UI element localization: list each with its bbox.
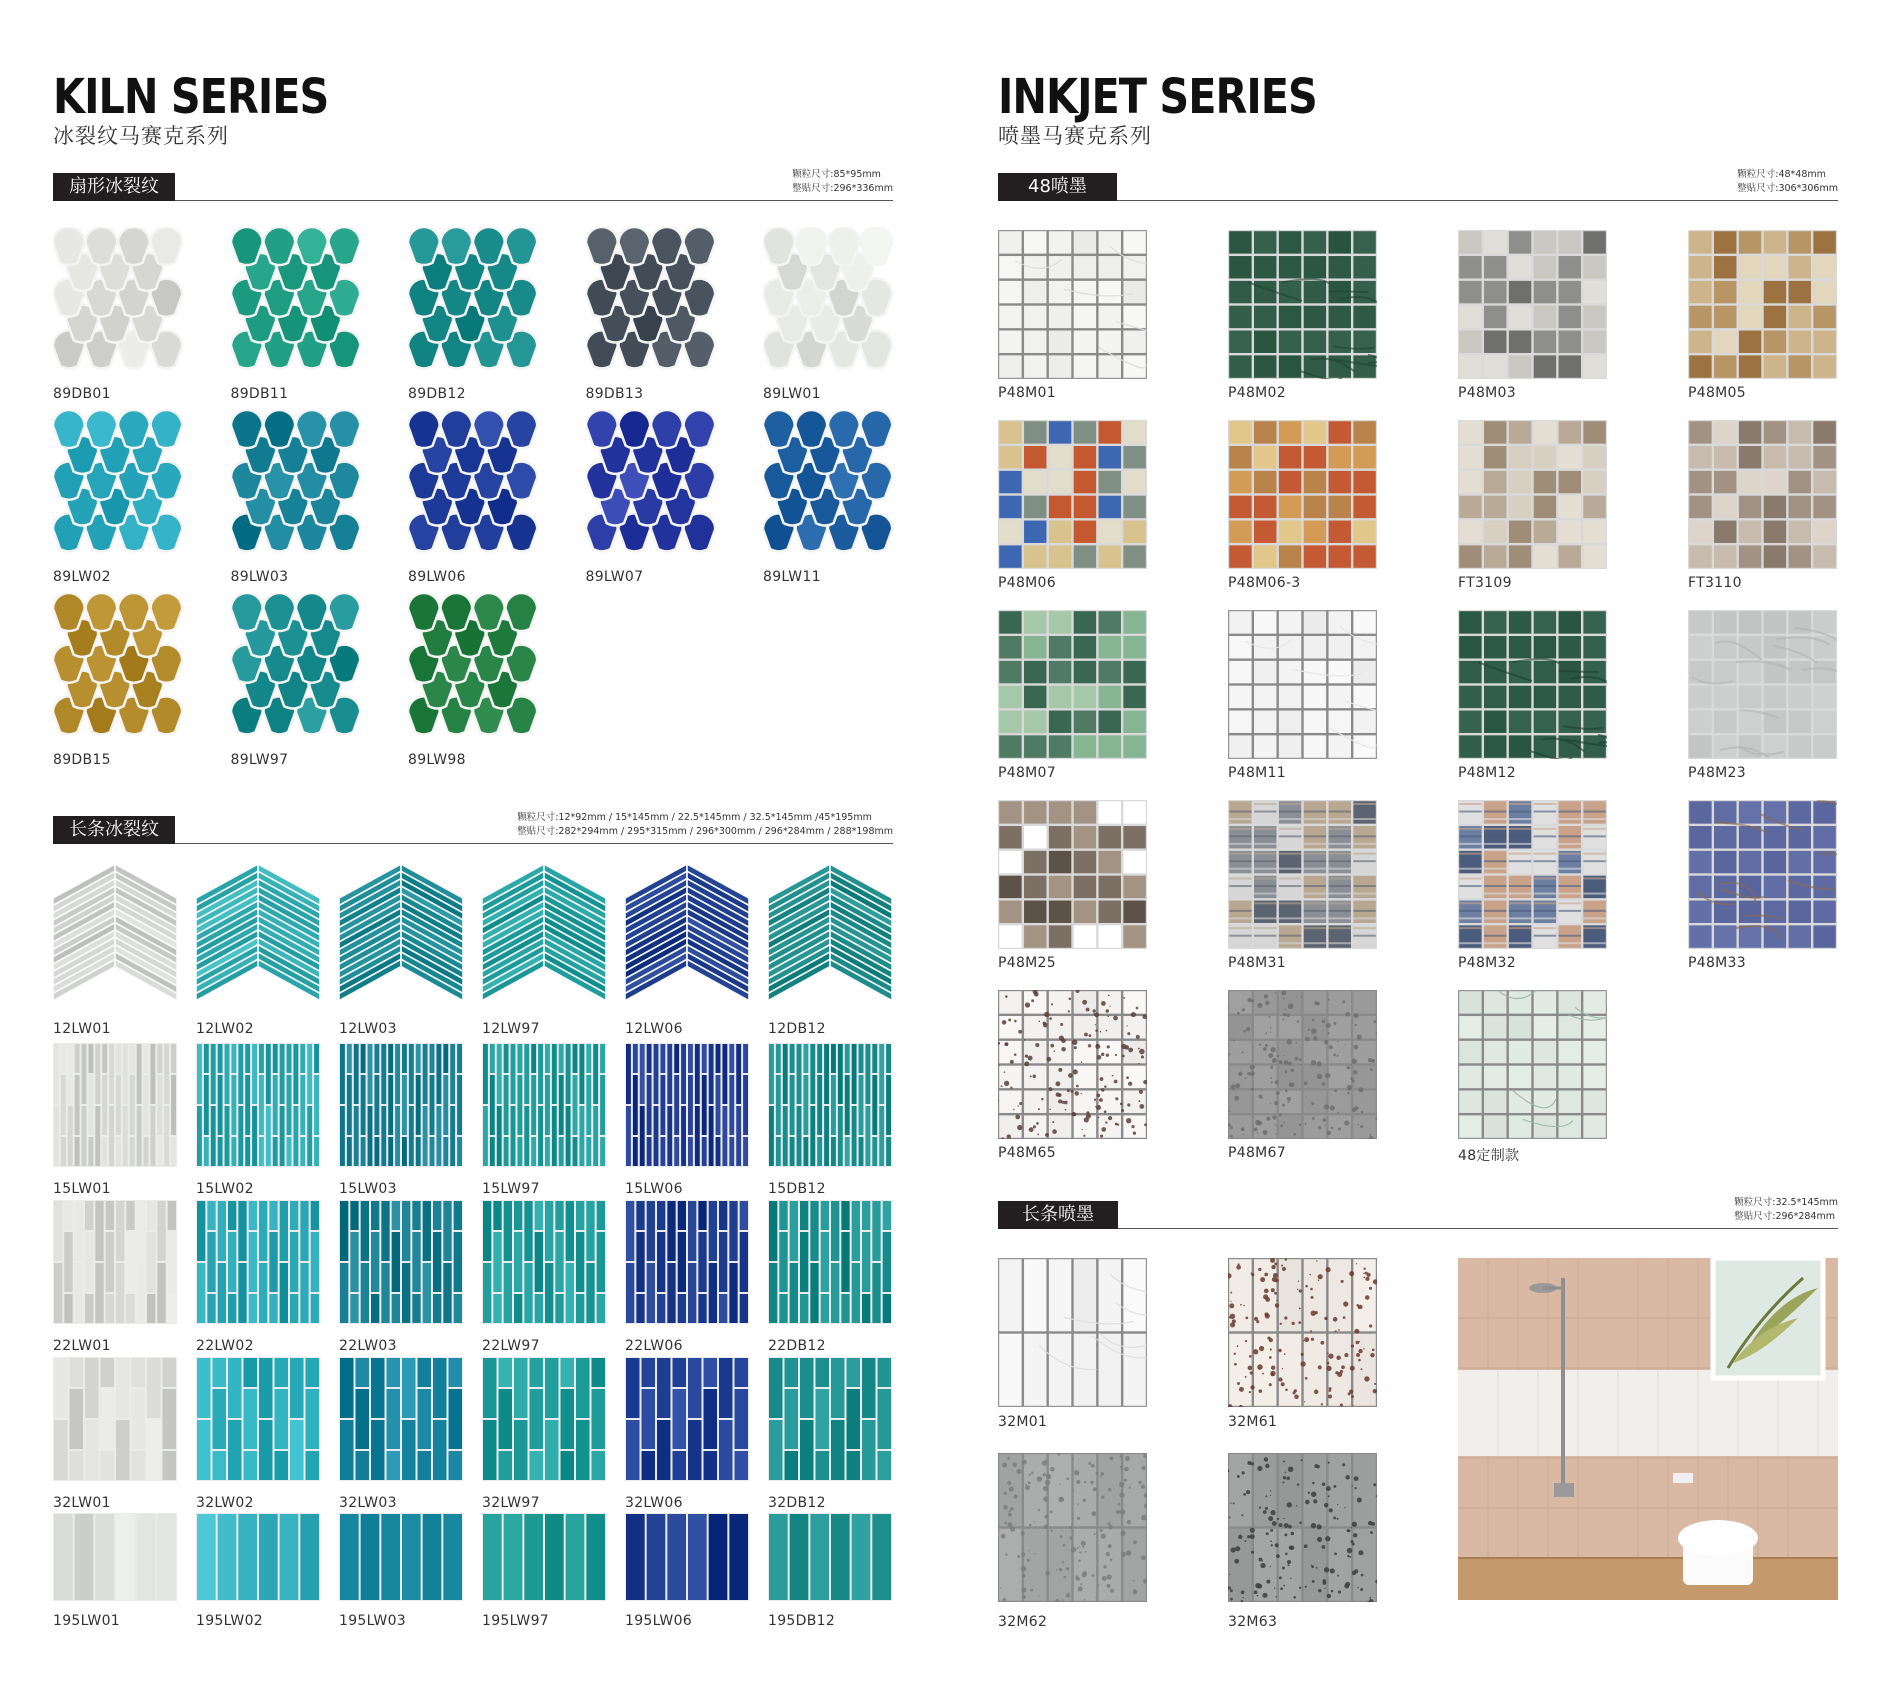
tile-code: 15LW03 [339,1181,397,1197]
strip-tile [53,1200,177,1324]
strip-tile-image [768,1357,892,1481]
strip-tile [339,1043,463,1167]
tile-code: 89LW01 [763,386,821,402]
tile-code: P48M33 [1688,955,1746,971]
tile-code: 32LW02 [196,1495,254,1511]
fan-spec-line: 整贴尺寸:296*336mm [792,183,893,194]
tile-code: 195LW03 [339,1613,406,1629]
inkjet-square-tile-image [1688,610,1837,759]
inkjet-square-tile [1688,800,1837,949]
strip-tile [768,1200,892,1324]
strip-tile [625,1357,749,1481]
tile-code: P48M05 [1688,385,1746,401]
strip-tile-image [196,1043,320,1167]
tile-code: 195LW01 [53,1613,120,1629]
inkjet-square-tile [998,230,1147,379]
inkjet-square-tile-image [998,230,1147,379]
tile-code: 15LW97 [482,1181,540,1197]
strip-tile [768,1513,892,1601]
strip-tile-image [339,1357,463,1481]
strip-tile [625,1043,749,1167]
fan-tile-image [408,227,538,372]
strip-tile-image [53,1043,177,1167]
tile-code: 32LW03 [339,1495,397,1511]
inkjet-square-tile-image [1228,230,1377,379]
strip-tile [196,1043,320,1167]
fan-section-label: 扇形冰裂纹 [53,173,175,201]
strip-tile [339,1357,463,1481]
strip-spec-line: 颗粒尺寸:12*92mm / 15*145mm / 22.5*145mm / 32.5*145mm /45*195mm [517,812,872,823]
strip-tile-image [53,1513,177,1601]
fan-tile [231,593,361,738]
inkjet-series-subtitle: 喷墨马赛克系列 [998,124,1152,148]
fan-tile-image [586,227,716,372]
strip-tile [482,864,606,1010]
tile-code: P48M25 [998,955,1056,971]
fan-spec-line: 颗粒尺寸:85*95mm [792,169,881,180]
strip-tile-image [768,1200,892,1324]
strip-tile-image [625,1200,749,1324]
strip-tile-image [625,864,749,1010]
inkjet-long-tile-image [998,1453,1147,1602]
tile-code: 32LW01 [53,1495,111,1511]
strip-tile-image [53,864,177,1010]
tile-code: 32LW97 [482,1495,540,1511]
tile-code: P48M03 [1458,385,1516,401]
tile-code: 195LW06 [625,1613,692,1629]
tile-code: 89LW03 [230,569,289,585]
tile-code: P48M07 [998,765,1056,781]
tile-code: 22LW97 [482,1338,540,1354]
strip-tile-image [339,1513,463,1601]
tile-code: 89DB11 [230,386,289,402]
inkjet-square-tile [1228,800,1377,949]
strip-tile [53,864,177,1010]
strip-tile-image [625,1043,749,1167]
inkjet-square-tile [1688,610,1837,759]
tile-code: 12LW03 [339,1021,397,1037]
fan-tile-image [586,410,716,555]
tile-code: P48M67 [1228,1145,1286,1161]
strip-tile-image [768,864,892,1010]
tile-code: 15LW06 [625,1181,683,1197]
strip-tile-image [768,1043,892,1167]
inkjet-long-tile-image [998,1258,1147,1407]
fan-tile-image [763,227,893,372]
tile-code: P48M23 [1688,765,1746,781]
inkjet-square-tile [1228,610,1377,759]
inkjet-square-tile-image [1688,800,1837,949]
strip-tile-image [482,1043,606,1167]
strip-tile [196,1513,320,1601]
tile-code: 89LW97 [230,752,289,768]
fan-tile-image [408,593,538,738]
tile-code: 48定制款 [1458,1148,1520,1164]
tile-code: 32M61 [1228,1414,1278,1430]
fan-tile-image [53,227,183,372]
strip-section-label: 长条冰裂纹 [53,816,175,844]
inkjet-square-tile-image [1458,990,1607,1139]
inkjet-series-title: INKJET SERIES [998,67,1317,125]
fan-tile [408,410,538,555]
inkjet-square-tile [1228,420,1377,569]
tile-code: 22LW06 [625,1338,683,1354]
strip-spec-line: 整贴尺寸:282*294mm / 295*315mm / 296*300mm / 296*284mm / 288*198mm [517,826,893,837]
tile-code: P48M11 [1228,765,1286,781]
inkjet-square-tile-image [1458,610,1607,759]
strip-tile-image [482,1357,606,1481]
fan-tile [586,410,716,555]
tile-code: P48M65 [998,1145,1056,1161]
inkjet-square-tile [1458,610,1607,759]
square-spec [1737,168,1838,196]
strip-tile [196,864,320,1010]
tile-code: 89LW06 [408,569,466,585]
tile-code: 12LW97 [482,1021,540,1037]
inkjet-square-tile-image [1228,800,1377,949]
tile-code: 15LW01 [53,1181,111,1197]
tile-code: FT3110 [1688,575,1742,591]
inkjet-long-tile-image [1228,1258,1377,1407]
tile-code: P48M32 [1458,955,1516,971]
strip-tile [482,1200,606,1324]
tile-code: 22LW01 [53,1338,111,1354]
tile-code: 32LW06 [625,1495,683,1511]
tile-code: P48M31 [1228,955,1286,971]
strip-tile [482,1513,606,1601]
strip-tile-image [196,1513,320,1601]
strip-tile-image [482,1200,606,1324]
inkjet-square-tile [1688,230,1837,379]
inkjet-square-tile [1458,800,1607,949]
inkjet-square-tile-image [1228,420,1377,569]
inkjet-square-tile [1458,990,1607,1139]
fan-tile [763,227,893,372]
tile-code: 89LW11 [763,569,821,585]
long-spec-line: 颗粒尺寸:32.5*145mm [1734,1197,1838,1208]
fan-tile-image [53,410,183,555]
strip-tile [768,864,892,1010]
tile-code: 89DB15 [53,752,111,768]
strip-tile [53,1043,177,1167]
kiln-series-title: KILN SERIES [53,67,329,125]
strip-tile [768,1357,892,1481]
tile-code: 15DB12 [768,1181,826,1197]
strip-tile-image [482,1513,606,1601]
fan-tile [53,410,183,555]
bathroom-photo [1458,1258,1838,1600]
fan-tile [763,410,893,555]
strip-tile [53,1513,177,1601]
tile-code: 32M63 [1228,1614,1278,1630]
tile-code: P48M12 [1458,765,1516,781]
fan-section-header [53,169,893,201]
strip-tile-image [53,1200,177,1324]
tile-code: 12LW02 [196,1021,254,1037]
inkjet-square-tile [1688,420,1837,569]
strip-tile [482,1357,606,1481]
long-section-label: 长条喷墨 [998,1201,1118,1229]
tile-code: 195LW97 [482,1613,549,1629]
square-spec-line: 整贴尺寸:306*306mm [1737,183,1838,194]
tile-code: P48M06 [998,575,1056,591]
tile-code: 89LW07 [585,569,644,585]
strip-tile-image [339,864,463,1010]
inkjet-square-tile [998,610,1147,759]
inkjet-square-tile [1458,420,1607,569]
inkjet-long-tile [998,1258,1147,1407]
inkjet-long-tile [1228,1258,1377,1407]
strip-tile-image [625,1513,749,1601]
fan-tile [586,227,716,372]
inkjet-square-tile-image [998,420,1147,569]
inkjet-square-tile-image [1688,420,1837,569]
strip-tile [53,1357,177,1481]
tile-code: 12DB12 [768,1021,826,1037]
fan-tile-image [231,593,361,738]
tile-code: P48M01 [998,385,1056,401]
long-spec-line: 整贴尺寸:296*284mm [1734,1211,1835,1222]
fan-tile [408,593,538,738]
tile-code: FT3109 [1458,575,1512,591]
inkjet-square-tile-image [1458,230,1607,379]
fan-tile [231,410,361,555]
fan-tile [53,227,183,372]
bathroom-photo-image [1458,1258,1838,1600]
long-spec [1734,1196,1838,1224]
strip-tile [482,1043,606,1167]
inkjet-square-tile [1228,990,1377,1139]
fan-tile-image [231,410,361,555]
strip-tile-image [196,1200,320,1324]
strip-tile [625,864,749,1010]
inkjet-square-tile-image [1228,990,1377,1139]
inkjet-square-tile [1228,230,1377,379]
strip-tile-image [625,1357,749,1481]
inkjet-square-tile-image [1228,610,1377,759]
tile-code: 12LW01 [53,1021,111,1037]
inkjet-square-tile-image [1458,800,1607,949]
inkjet-long-tile [998,1453,1147,1602]
tile-code: 89LW98 [408,752,466,768]
fan-tile-image [231,227,361,372]
strip-tile-image [196,864,320,1010]
tile-code: 22LW02 [196,1338,254,1354]
strip-tile-image [482,864,606,1010]
strip-tile [339,1513,463,1601]
tile-code: 32M01 [998,1414,1048,1430]
square-section-header [998,169,1838,201]
inkjet-square-tile-image [1458,420,1607,569]
strip-tile [196,1200,320,1324]
kiln-series-subtitle: 冰裂纹马赛克系列 [53,124,229,148]
tile-code: 32DB12 [768,1495,826,1511]
fan-spec [792,168,893,196]
strip-tile-image [339,1043,463,1167]
fan-tile-image [408,410,538,555]
square-section-label: 48喷墨 [998,173,1117,201]
strip-tile [768,1043,892,1167]
tile-code: 89DB13 [585,386,644,402]
strip-tile-image [53,1357,177,1481]
strip-tile-image [196,1357,320,1481]
tile-code: 32M62 [998,1614,1048,1630]
inkjet-square-tile [998,800,1147,949]
inkjet-long-tile [1228,1453,1377,1602]
tile-code: P48M02 [1228,385,1286,401]
tile-code: 12LW06 [625,1021,683,1037]
strip-tile [339,864,463,1010]
tile-code: 89LW02 [53,569,111,585]
strip-tile [339,1200,463,1324]
strip-section-header [53,812,893,844]
strip-spec [517,811,893,839]
inkjet-square-tile-image [998,990,1147,1139]
fan-tile [408,227,538,372]
strip-tile [625,1513,749,1601]
inkjet-square-tile-image [998,800,1147,949]
fan-tile-image [53,593,183,738]
tile-code: 195DB12 [768,1613,836,1629]
strip-tile-image [768,1513,892,1601]
tile-code: 195LW02 [196,1613,263,1629]
inkjet-square-tile [998,420,1147,569]
inkjet-square-tile [1458,230,1607,379]
tile-code: 89DB12 [408,386,466,402]
tile-code: 22DB12 [768,1338,826,1354]
strip-tile [196,1357,320,1481]
tile-code: 22LW03 [339,1338,397,1354]
strip-tile-image [339,1200,463,1324]
tile-code: 89DB01 [53,386,111,402]
strip-tile [625,1200,749,1324]
inkjet-long-tile-image [1228,1453,1377,1602]
inkjet-square-tile-image [1688,230,1837,379]
square-spec-line: 颗粒尺寸:48*48mm [1737,169,1826,180]
inkjet-square-tile-image [998,610,1147,759]
fan-tile [53,593,183,738]
fan-tile-image [763,410,893,555]
fan-tile [231,227,361,372]
tile-code: P48M06-3 [1228,575,1301,591]
long-section-header [998,1197,1838,1229]
inkjet-square-tile [998,990,1147,1139]
tile-code: 15LW02 [196,1181,254,1197]
